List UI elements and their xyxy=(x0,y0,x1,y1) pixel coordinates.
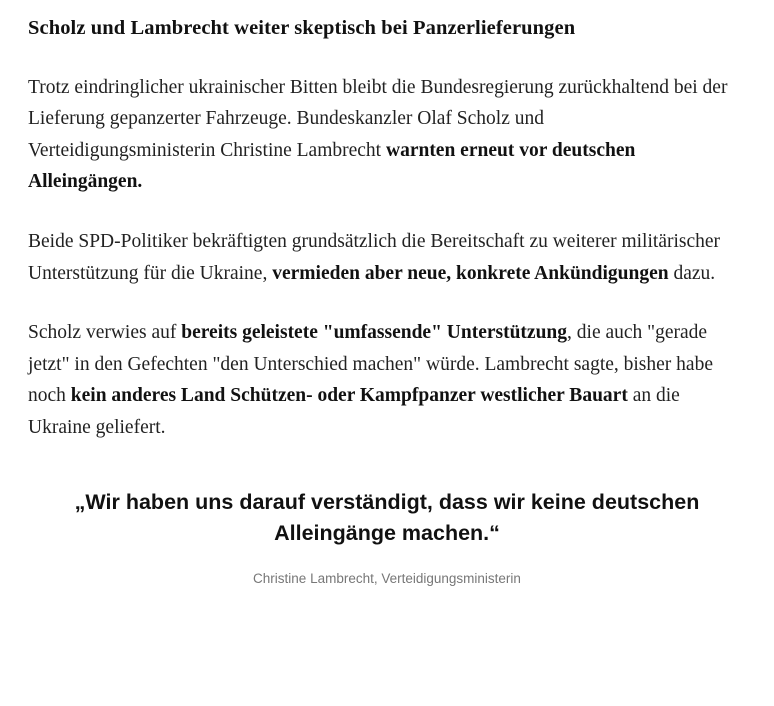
article-paragraph: Scholz verwies auf bereits geleistete "umfassende" Unterstützung, die auch "gerade jetzt" in den Gefechten "den Unterschied machen" würde. Lambrecht sagte, bisher habe noch kein anderes Land Schützen- oder Kampfpanzer westlicher Bauart an die Ukraine geliefert. xyxy=(28,322,713,438)
article-paragraph: Trotz eindringlicher ukrainischer Bitten bleibt die Bundesregierung zurückhaltend bei der Lieferung gepanzerter Fahrzeuge. Bundeskanzler Olaf Scholz und Verteidigungsministerin Christine Lambrecht warnten erneut vor deutschen Alleingängen. xyxy=(28,76,728,193)
pullquote xyxy=(28,487,746,589)
pullquote-attribution: Christine Lambrecht, Verteidigungsministerin xyxy=(253,571,521,587)
pullquote-text: „Wir haben uns darauf verständigt, dass wir keine deutschen Alleingänge machen.“ xyxy=(74,490,700,545)
page-title: Scholz und Lambrecht weiter skeptisch bei Panzerlieferungen xyxy=(28,17,576,39)
article-paragraph: Beide SPD-Politiker bekräftigten grundsätzlich die Bereitschaft zu weiterer militärischer Unterstützung für die Ukraine, vermieden aber neue, konkrete Ankündigungen dazu. xyxy=(28,230,721,284)
